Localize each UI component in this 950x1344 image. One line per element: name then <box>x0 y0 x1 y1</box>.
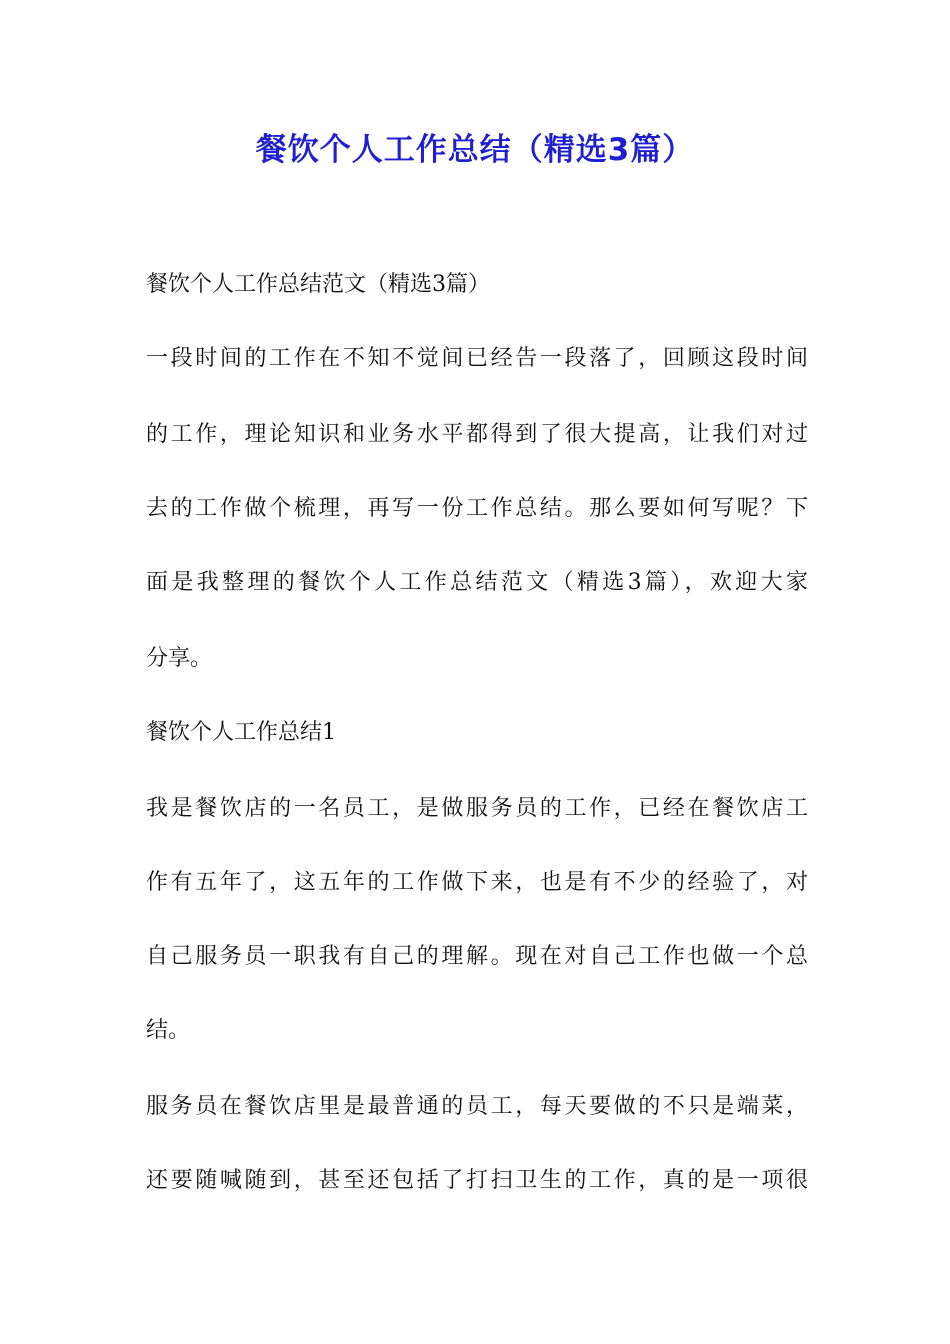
paragraph-line: 作有五年了，这五年的工作做下来，也是有不少的经验了，对 <box>146 870 808 895</box>
paragraph-line: 我是餐饮店的一名员工，是做服务员的工作，已经在餐饮店工 <box>146 796 808 821</box>
subtitle-line: 餐饮个人工作总结范文（精选3篇） <box>146 272 490 297</box>
document-title: 餐饮个人工作总结（精选3篇） <box>255 132 695 168</box>
paragraph-line: 分享。 <box>146 646 213 671</box>
paragraph-line: 面是我整理的餐饮个人工作总结范文（精选3篇），欢迎大家 <box>146 570 808 595</box>
paragraph-line: 的工作，理论知识和业务水平都得到了很大提高，让我们对过 <box>146 422 808 447</box>
paragraph-line: 一段时间的工作在不知不觉间已经告一段落了，回顾这段时间 <box>146 346 808 371</box>
paragraph-line: 结。 <box>146 1018 191 1043</box>
paragraph-line: 去的工作做个梳理，再写一份工作总结。那么要如何写呢？下 <box>146 496 808 521</box>
section-heading: 餐饮个人工作总结1 <box>146 720 336 745</box>
paragraph-line: 自己服务员一职我有自己的理解。现在对自己工作也做一个总 <box>146 944 808 969</box>
paragraph-line: 还要随喊随到，甚至还包括了打扫卫生的工作，真的是一项很 <box>146 1168 808 1193</box>
paragraph-line: 服务员在餐饮店里是最普通的员工，每天要做的不只是端菜， <box>146 1094 808 1119</box>
